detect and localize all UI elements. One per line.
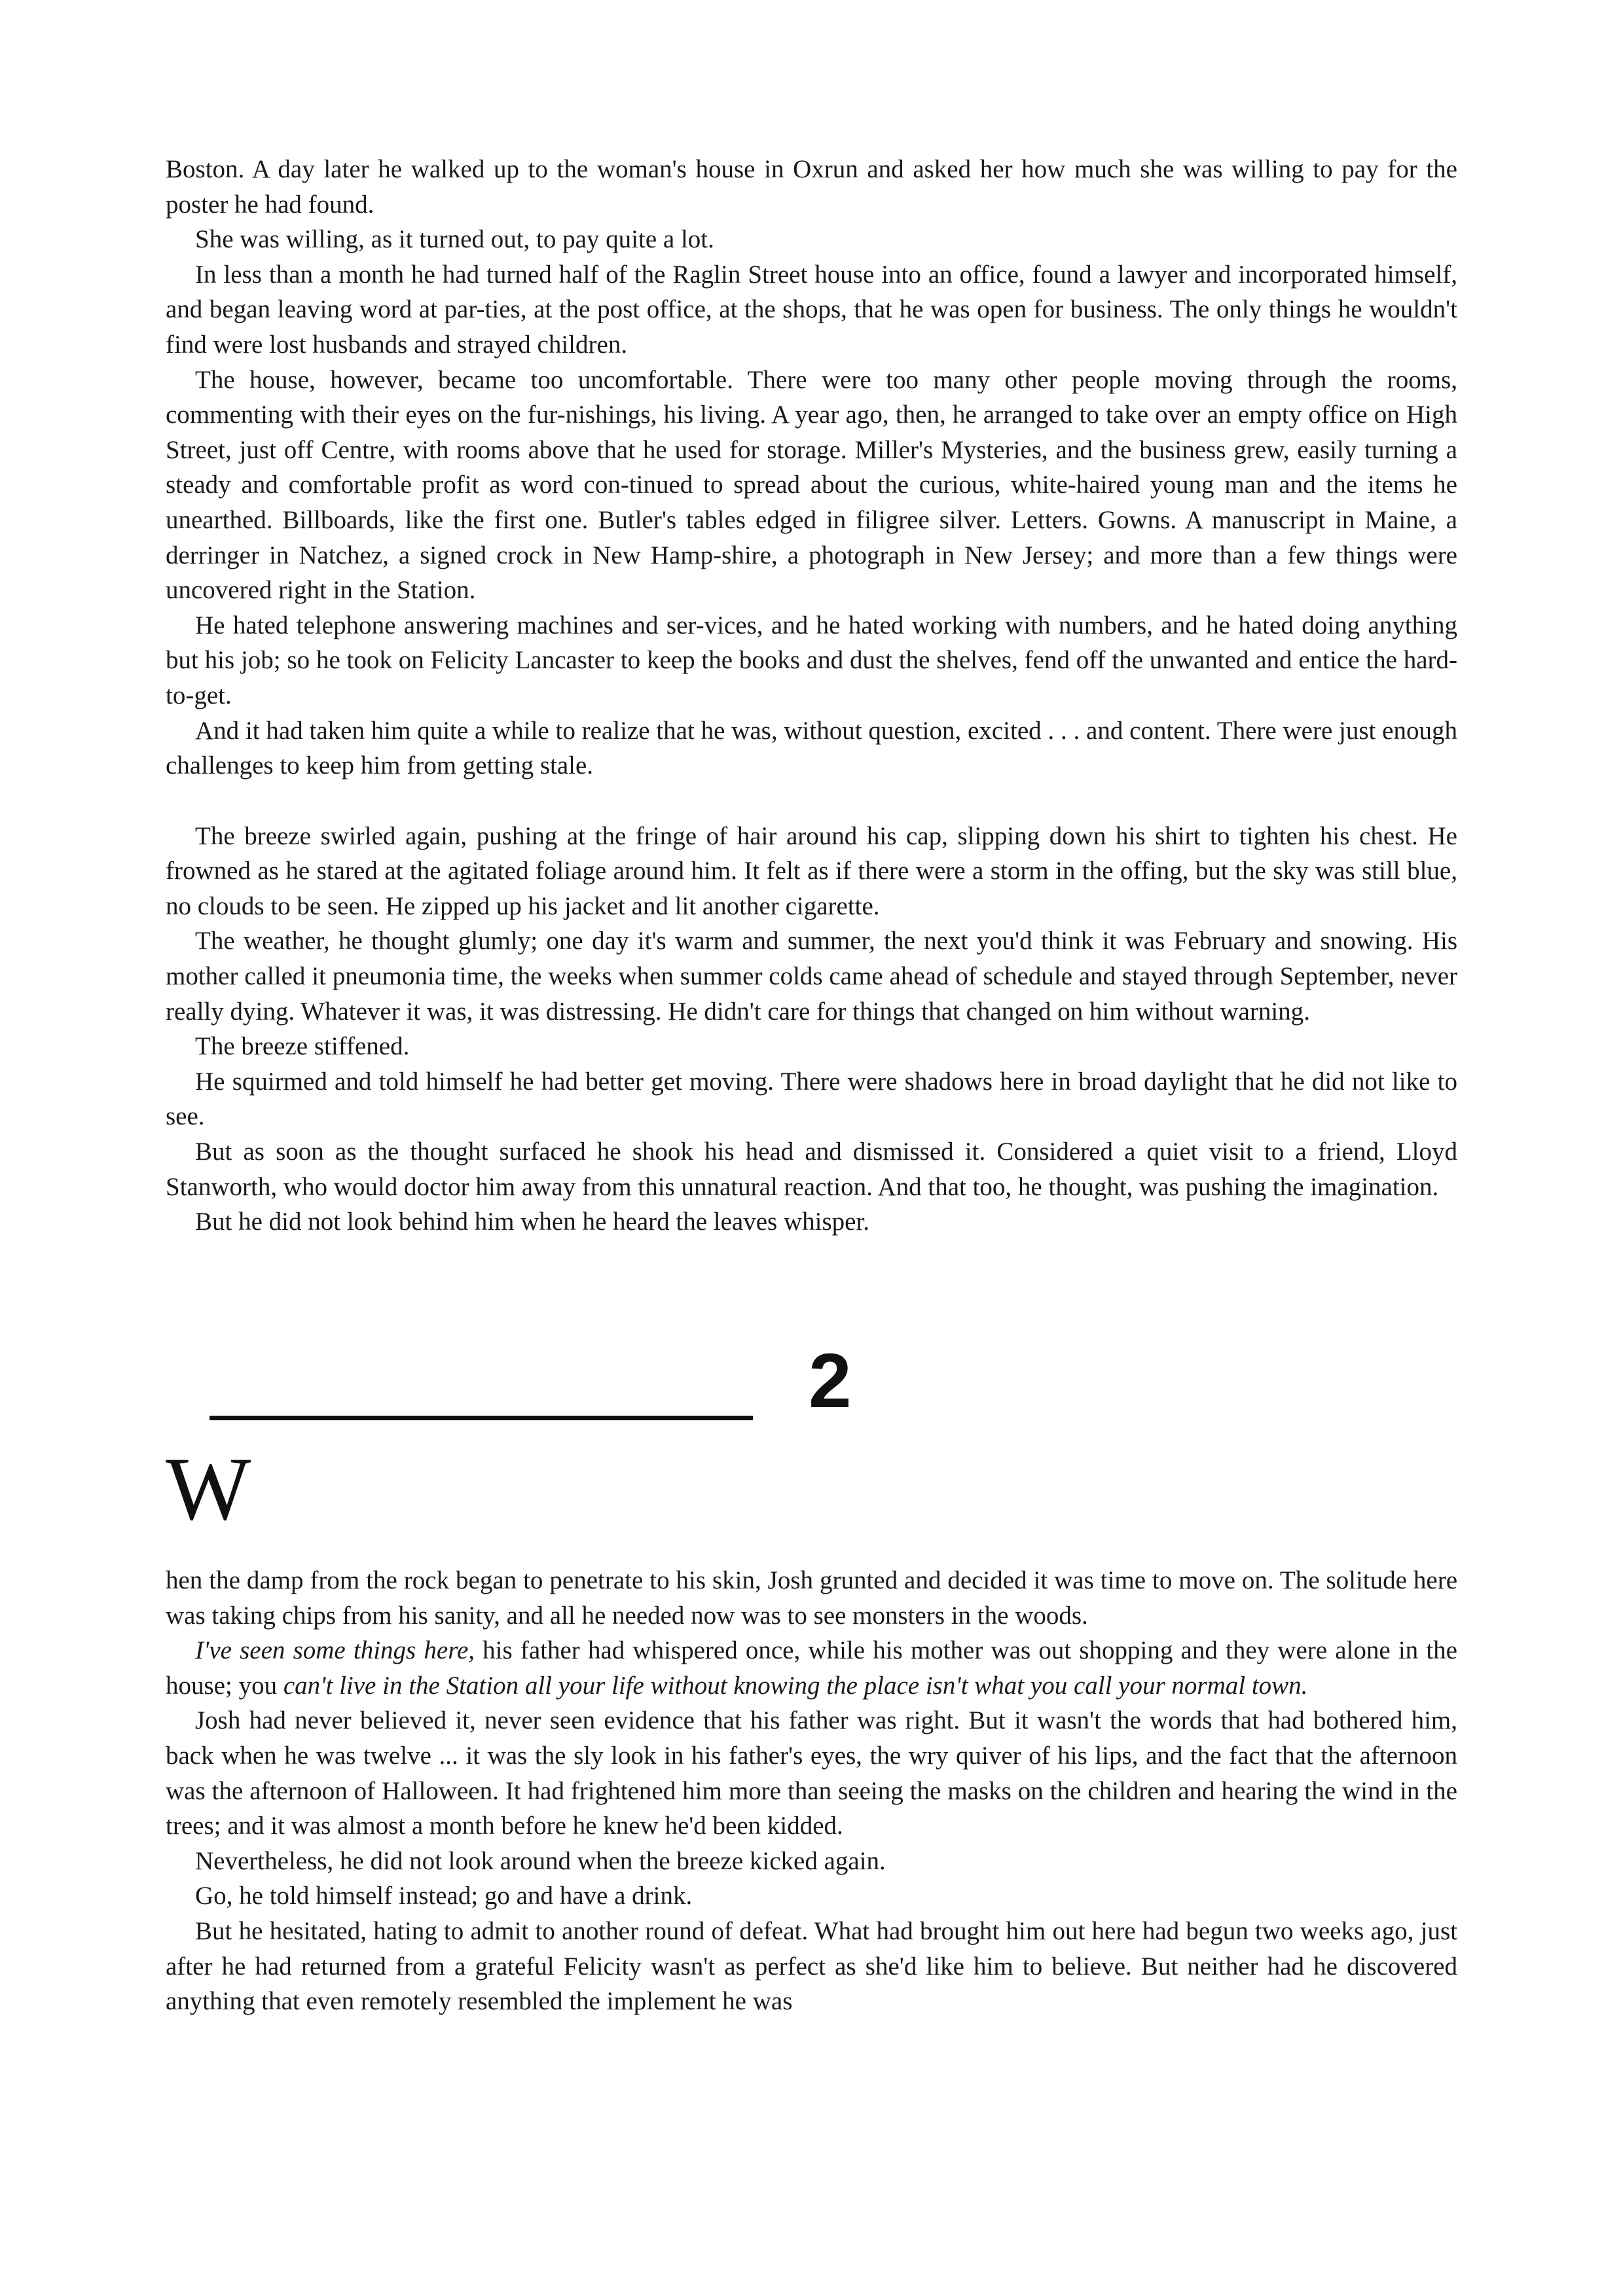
paragraph: He squirmed and told himself he had better get moving. There were shadows here in broad daylight that he did not like to see. bbox=[166, 1067, 1457, 1131]
paragraph: Go, he told himself instead; go and have a drink. bbox=[195, 1882, 693, 1910]
italic-quote: can't live in the Station all your life without knowing the place isn't what you call your normal town. bbox=[283, 1671, 1308, 1700]
paragraph: Josh had never believed it, never seen evidence that his father was right. But it wasn't the words that had bothered him, back when he was twelve ... it was the sly look in his father's eyes, the wry quiver of his lips, and the fact that the afternoon was the afternoon of Halloween. It had frightened him more than seeing the masks on the children and hearing the wind in the trees; and it was almost a month before he knew he'd been kidded. bbox=[166, 1706, 1457, 1840]
chapter-number: 2 bbox=[809, 1338, 852, 1424]
chapter-rule bbox=[210, 1416, 753, 1420]
paragraph: But he did not look behind him when he heard the leaves whisper. bbox=[195, 1208, 870, 1236]
paragraph: The breeze stiffened. bbox=[195, 1032, 410, 1061]
paragraph: But he hesitated, hating to admit to another round of defeat. What had brought him out here had begun two weeks ago, just after he had returned from a grateful Felicity wasn't as perfect as she'd like him to believe. But neither had he discovered anything that even remotely resembled the implement he was bbox=[166, 1916, 1457, 2016]
paragraph: She was willing, as it turned out, to pay quite a lot. bbox=[195, 225, 714, 254]
chapter-two-text bbox=[166, 1563, 1457, 2019]
paragraph bbox=[166, 1633, 1457, 1703]
paragraph: And it had taken him quite a while to realize that he was, without question, excited . . . and content. There were just enough challenges to keep him from getting stale. bbox=[166, 716, 1457, 780]
paragraph: hen the damp from the rock began to penetrate to his skin, Josh grunted and decided it was time to move on. The solitude here was taking chips from his sanity, and all he needed now was to see monsters in the woods. bbox=[166, 1566, 1457, 1630]
section-break bbox=[166, 783, 1457, 819]
paragraph: Nevertheless, he did not look around when the breeze kicked again. bbox=[195, 1846, 886, 1875]
paragraph: But as soon as the thought surfaced he shook his head and dismissed it. Considered a quiet visit to a friend, Lloyd Stanworth, who would doctor him away from this unnatural reaction. And that too, he thought, was pushing the imagination. bbox=[166, 1138, 1457, 1201]
paragraph: The house, however, became too uncomfortable. There were too many other people moving through the rooms, commenting with their eyes on the fur-nishings, his living. A year ago, then, he arranged to take over an empty office on High Street, just off Centre, with rooms above that he used for storage. Miller's Mysteries, and the business grew, easily turning a steady and comfortable profit as word con-tinued to spread about the curious, white-haired young man and the items he unearthed. Billboards, like the first one. Butler's tables edged in filigree silver. Letters. Gowns. A manuscript in Maine, a derringer in Natchez, a signed crock in New Hamp-shire, a photograph in New Jersey; and more than a few things were uncovered right in the Station. bbox=[166, 365, 1457, 605]
paragraph: He hated telephone answering machines and ser-vices, and he hated working with numbers, and he hated doing anything but his job; so he took on Felicity Lancaster to keep the books and dust the shelves, fend off the unwanted and entice the hard-to-get. bbox=[166, 611, 1457, 709]
paragraph: In less than a month he had turned half of the Raglin Street house into an office, found a lawyer and incorporated himself, and began leaving word at par-ties, at the post office, at the shops, that he was open for business. The only things he wouldn't find were lost husbands and strayed children. bbox=[166, 260, 1457, 359]
italic-quote: I've seen some things here, bbox=[195, 1636, 475, 1665]
drop-cap: W bbox=[166, 1439, 251, 1539]
chapter-heading bbox=[210, 1338, 890, 1424]
paragraph: Boston. A day later he walked up to the woman's house in Oxrun and asked her how much she was willing to pay for the poster he had found. bbox=[166, 155, 1457, 219]
section-one bbox=[166, 152, 1457, 1240]
paragraph-text: his father had whispered once, while his mother was out shopping and they were alone in the house; you bbox=[166, 1636, 1457, 1700]
paragraph: The weather, he thought glumly; one day it's warm and summer, the next you'd think it was February and snowing. His mother called it pneumonia time, the weeks when summer colds came ahead of schedule and stayed through September, never really dying. Whatever it was, it was distressing. He didn't care for things that changed on him without warning. bbox=[166, 927, 1457, 1026]
paragraph: The breeze swirled again, pushing at the fringe of hair around his cap, slipping down his shirt to tighten his chest. He frowned as he stared at the agitated foliage around him. It felt as if there were a storm in the offing, but the sky was still blue, no clouds to be seen. He zipped up his jacket and lit another cigarette. bbox=[166, 821, 1457, 920]
